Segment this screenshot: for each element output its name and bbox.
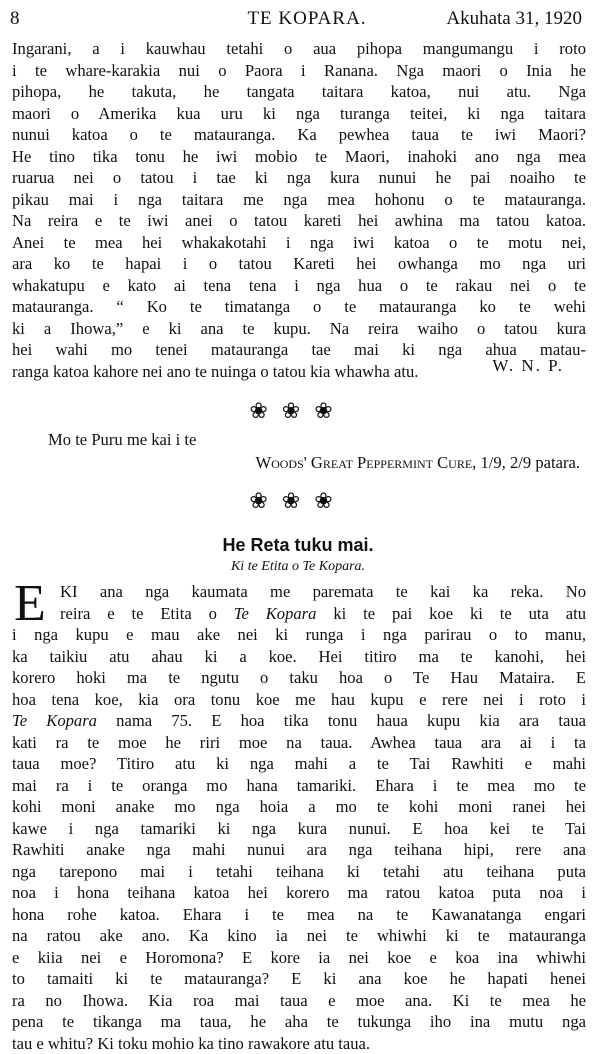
advert-price: 1/9, 2/9 patara. bbox=[476, 453, 580, 472]
text-line: ruarua nei o tatou i tae ki nga kura nunui he pai noaiho te bbox=[12, 167, 586, 189]
text-line: KI ana nga kaumata me paremata te kai ka reka. No bbox=[12, 581, 586, 603]
text-line: ara ko te hapai i o tatou Kareti hei owhanga mo nga uri bbox=[12, 253, 586, 275]
text-line: pikau mai i nga taitara me nga mea hohonu o te matauranga. bbox=[12, 189, 586, 211]
masthead-title: TE KOPARA. bbox=[10, 6, 582, 32]
advert-product-line bbox=[255, 453, 580, 473]
text-line: Te Kopara nama 75. E hoa tika tonu haua kupu kia ara taua bbox=[12, 710, 586, 732]
text-line: pena te tikanga ma taua, he aha te tukunga iho ina mutu nga bbox=[12, 1011, 586, 1033]
text-line: ranga katoa kahore nei ano te nuinga o tatou kia whawha atu. bbox=[12, 361, 586, 383]
text-line: taua moe? Titiro atu ki nga mahi a te Tai Rawhiti e mahi bbox=[12, 753, 586, 775]
text-line: e kiia nei e Horomona? E kore ia nei koe e koa ina whiwhi bbox=[12, 947, 586, 969]
page-number: 8 bbox=[10, 6, 20, 32]
drop-cap: E bbox=[14, 578, 46, 630]
text-line: whakatupu e kato ai tena tena i nga hua o te rakau nei o te bbox=[12, 275, 586, 297]
text-line: nunui katoa o te matauranga. Ka pewhea taua te iwi Maori? bbox=[12, 124, 586, 146]
advert-line: Mo te Puru me kai i te bbox=[48, 430, 196, 450]
text-line: Rawhiti anake nga mahi nunui ara nga teihana hipi, rere ana bbox=[12, 839, 586, 861]
text-line: mai ra i te oranga mo hana tamariki. Ehara i te mea mo te bbox=[12, 775, 586, 797]
letter-text bbox=[12, 581, 586, 1054]
text-line: Ingarani, a i kauwhau tetahi o aua pihopa mangumangu i roto bbox=[12, 38, 586, 60]
text-line: hei wahi mo tenei matauranga tae mai ki nga ahua matau- bbox=[12, 339, 586, 361]
text-line: hoa tena koe, kia ora tonu koe me hau kupu e rere nei i roto i bbox=[12, 689, 586, 711]
text-line: maori o Amerika kua uru ki nga turanga teitei, ki nga taitara bbox=[12, 103, 586, 125]
page-header bbox=[10, 6, 582, 32]
issue-date: Akuhata 31, 1920 bbox=[446, 6, 582, 32]
text-line: ka taikiu atu ahau ki a koe. Hei titiro ma te kanohi, hei bbox=[12, 646, 586, 668]
text-line: kati ra te moe he riri moe na taua. Awhea taua ara ai i ta bbox=[12, 732, 586, 754]
ornament-divider: ❀❀❀ bbox=[0, 398, 596, 424]
ornament-divider: ❀❀❀ bbox=[0, 488, 596, 514]
text-line: matauranga. “ Ko te timatanga o te matauranga ko te wehi bbox=[12, 296, 586, 318]
text-line: na ratou ake ano. Ka kino ia nei te whiwhi ki te matauranga bbox=[12, 925, 586, 947]
text-line: kohi moni anake mo nga hoia a mo te kohi moni ranei hei bbox=[12, 796, 586, 818]
text-line: Na reira e te iwi anei o tatou kareti hei awhina ma tatou katoa. bbox=[12, 210, 586, 232]
text-line: i nga kupu e mau ake nei ki runga i nga parirau o to manu, bbox=[12, 624, 586, 646]
text-line: to tamaiti ki te matauranga? E ki ana koe he hapati henei bbox=[12, 968, 586, 990]
article-text bbox=[12, 38, 586, 382]
text-line: korero hoki ma te ngutu o taku hoa o Te Hau Mataira. E bbox=[12, 667, 586, 689]
text-line: hona rohe katoa. Ehara i te mea na te Kawanatanga engari bbox=[12, 904, 586, 926]
author-signature: W. N. P. bbox=[492, 356, 564, 376]
text-line: i te whare-karakia nui o Paora i Ranana. Nga maori o Inia he bbox=[12, 60, 586, 82]
text-line: nga tarepono mai i tetahi teihana ki tetahi atu teihana puta bbox=[12, 861, 586, 883]
text-line: ki a Ihowa,” e ki ana te kupu. Na reira waiho o tatou kura bbox=[12, 318, 586, 340]
text-line: reira e te Etita o Te Kopara ki te pai koe ki te uta atu bbox=[12, 603, 586, 625]
text-line: kawe i nga tamariki ki nga kura nunui. E hoa kei te Tai bbox=[12, 818, 586, 840]
text-line: tau e whitu? Ki toku mohio ka tino rawakore atu taua. bbox=[12, 1033, 586, 1054]
letter-subheading: Ki te Etita o Te Kopara. bbox=[0, 559, 596, 575]
text-line: He tino tika tonu he iwi mobio te Maori, inahoki ano nga mea bbox=[12, 146, 586, 168]
text-line: pihopa, he takuta, he tangata taitara katoa, nui atu. Nga bbox=[12, 81, 586, 103]
advert-product-name: Woods' Great Peppermint Cure, bbox=[255, 453, 476, 472]
text-line: ra no Ihowa. Kia roa mai taua e moe ana. Ki te mea he bbox=[12, 990, 586, 1012]
text-line: Anei te mea hei whakakotahi i nga iwi katoa o te motu nei, bbox=[12, 232, 586, 254]
letter-headline: He Reta tuku mai. bbox=[0, 535, 596, 556]
text-line: noa i hona teihana katoa hei korero ma ratou katoa puta noa i bbox=[12, 882, 586, 904]
